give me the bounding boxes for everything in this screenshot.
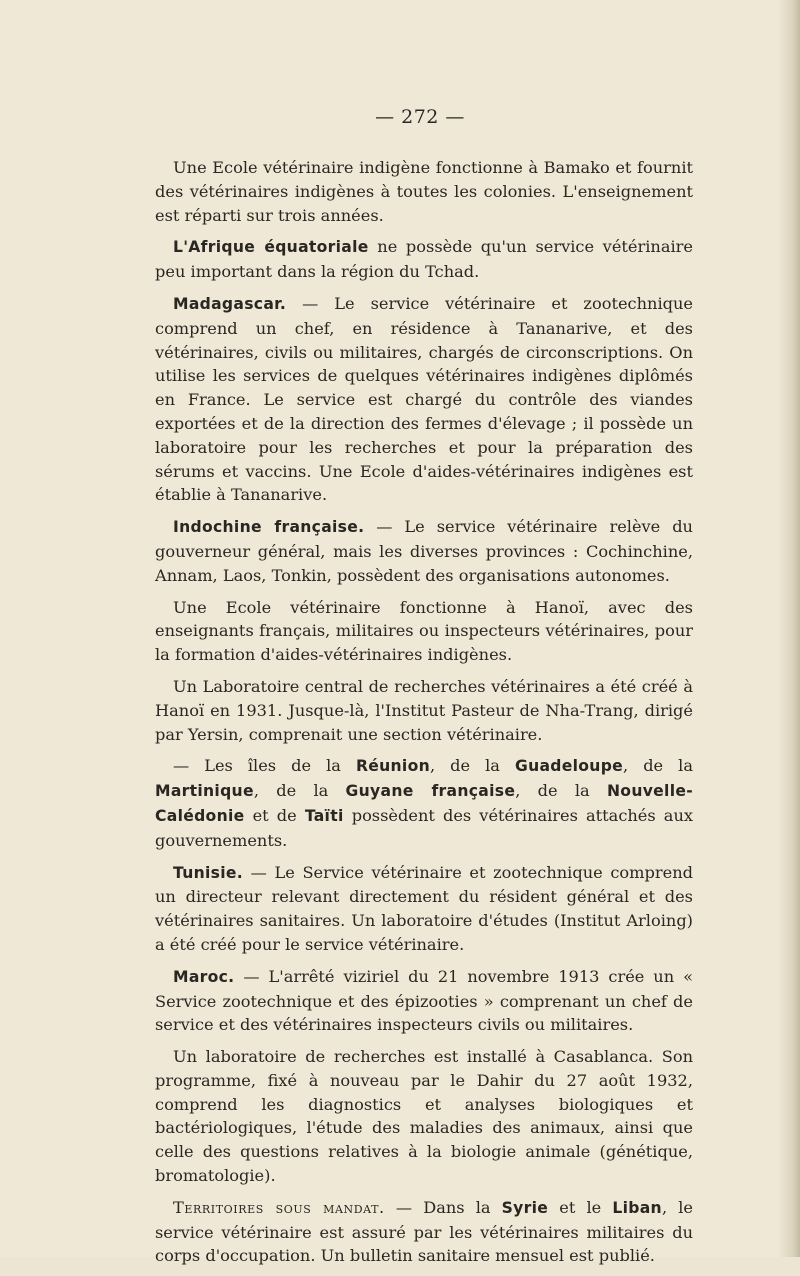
place-nouvelle-caledonie: Nouvelle-Calédonie xyxy=(155,782,693,825)
heading-territoires-mandat: Territoires sous mandat. xyxy=(173,1197,385,1217)
paragraph-maroc xyxy=(155,965,693,1037)
text-iles-4: , de la xyxy=(253,781,346,801)
heading-tunisie: Tunisie. xyxy=(173,863,243,882)
paragraph-indochine xyxy=(155,515,693,587)
heading-madagascar: Madagascar. xyxy=(173,294,287,313)
text-iles-2: , de la xyxy=(429,756,515,776)
heading-afrique-equatoriale: L'Afrique équatoriale xyxy=(173,238,369,257)
paragraph-laboratoire-hanoi: Un Laboratoire central de recherches vétérinaires a été créé à Hanoï en 1931. Jusque-là, l'Institut Pasteur de Nha-Trang, dirigé par Yersin, comprenait une section vétérinaire. xyxy=(155,676,693,744)
place-syrie: Syrie xyxy=(501,1198,549,1217)
text-indochine: — Le service vétérinaire relève du gouverneur général, mais les diverses provinces : Cochinchine, Annam, Laos, Tonkin, possèdent des organisations autonomes. xyxy=(155,517,693,585)
place-taiti: Taïti xyxy=(304,806,344,825)
text-iles-7: possèdent des vétérinaires attachés aux gouvernements. xyxy=(155,805,693,850)
place-martinique: Martinique xyxy=(155,782,254,801)
place-guyane: Guyane française xyxy=(345,782,516,801)
text-mandat-1: — Dans la xyxy=(384,1197,502,1217)
text-iles-5: , de la xyxy=(515,781,607,801)
paragraph-territoires-mandat xyxy=(155,1196,693,1268)
heading-indochine: Indochine française. xyxy=(173,518,365,537)
text-madagascar: — Le service vétérinaire et zootechnique comprend un chef, en résidence à Tananarive, et des vétérinaires, civils ou militaires, chargés de circonscriptions. On utilise les services de quelques vétérinaires indigènes diplômés en France. Le service est chargé du contrôle des viandes exportées et de la direction des fermes d'élevage ; il possède un laboratoire pour les recherches et pour la préparation des sérums et vaccins. Une Ecole d'aides-vétérinaires indigènes est établie à Tananarive. xyxy=(155,293,693,505)
place-guadeloupe: Guadeloupe xyxy=(514,757,624,776)
paragraph-bamako: Une Ecole vétérinaire indigène fonctionne à Bamako et fournit des vétérinaires indigènes à toutes les colonies. L'enseignement est réparti sur trois années. xyxy=(155,158,693,225)
page-binding-shadow xyxy=(778,0,800,1257)
page-number: — 272 — xyxy=(375,106,465,128)
paragraph-tunisie xyxy=(155,861,693,957)
paragraph-madagascar xyxy=(155,292,693,507)
text-iles-3: , de la xyxy=(623,756,693,776)
paragraph-iles xyxy=(155,754,693,852)
paragraph-ecole-hanoi: Une Ecole vétérinaire fonctionne à Hanoï, avec des enseignants français, militaires ou inspecteurs vétérinaires, pour la formation d'aides-vétérinaires indigènes. xyxy=(155,597,693,665)
text-mandat-3: , le service vétérinaire est assuré par les vétérinaires militaires du corps d'occupation. Un bulletin sanitaire mensuel est publié. xyxy=(155,1197,693,1266)
place-liban: Liban xyxy=(612,1198,662,1217)
text-mandat-2: et le xyxy=(548,1197,613,1217)
text-iles-6: et de xyxy=(244,805,305,825)
paragraph-afrique-equatoriale xyxy=(155,235,693,284)
heading-maroc: Maroc. xyxy=(173,967,235,986)
paragraph-casablanca: Un laboratoire de recherches est installé à Casablanca. Son programme, fixé à nouveau par le Dahir du 27 août 1932, comprend les diagnostics et analyses biologiques et bactériologiques, l'étude des maladies des animaux, ainsi que celle des questions relatives à la biologie animale (génétique, bromatologie). xyxy=(155,1047,693,1186)
text-iles-1: — Les îles de la xyxy=(173,756,356,776)
text-afrique-equatoriale: ne possède qu'un service vétérinaire peu important dans la région du Tchad. xyxy=(155,237,693,282)
place-reunion: Réunion xyxy=(355,757,430,776)
text-tunisie: — Le Service vétérinaire et zootechnique comprend un directeur relevant directement du résident général et des vétérinaires sanitaires. Un laboratoire d'études (Institut Arloing) a été créé pour le service vétérinaire. xyxy=(155,862,693,954)
text-maroc: — L'arrêté viziriel du 21 novembre 1913 crée un « Service zootechnique et des épizooties » comprenant un chef de service et des vétérinaires inspecteurs civils ou militaires. xyxy=(155,966,693,1035)
body-text xyxy=(155,156,693,1276)
